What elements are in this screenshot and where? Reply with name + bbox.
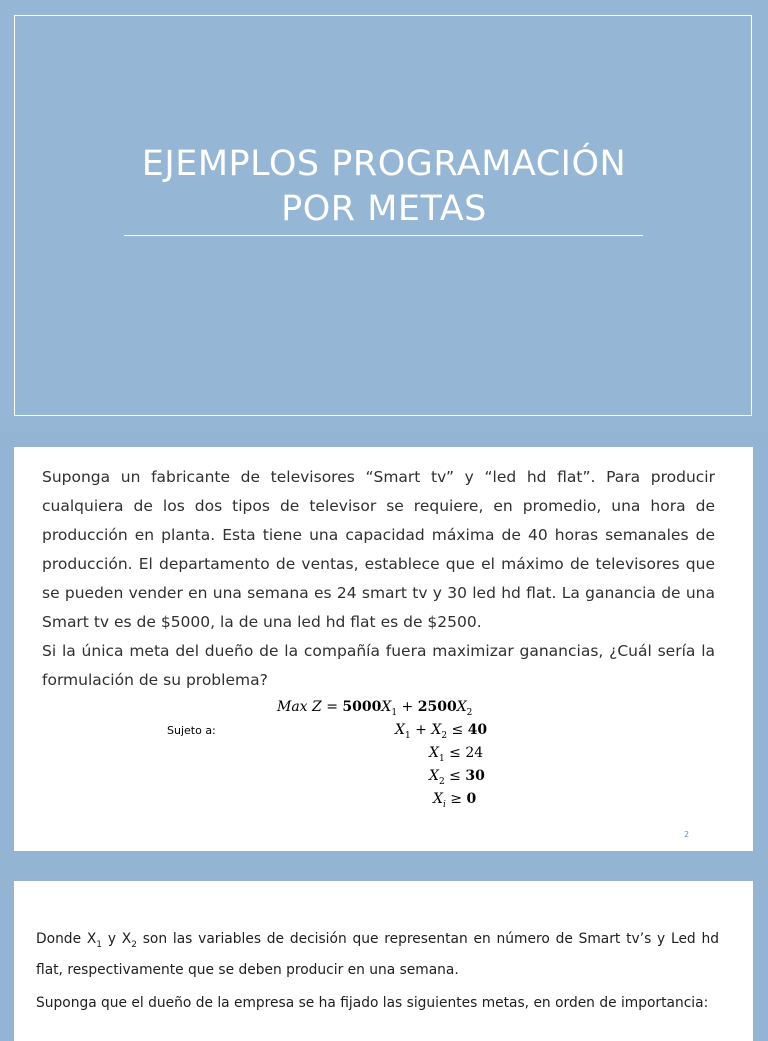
goals-slide xyxy=(14,881,753,1041)
slide-title-line2: POR METAS xyxy=(281,189,487,229)
problem-statement xyxy=(42,463,715,695)
variables-paragraph: Donde $X_1$ y $X_2$ son las variables de decisión que representan en número de Smart tv’s y Led hd flat, respectivamente que se deben producir en una semana. xyxy=(36,931,719,978)
constraint-capacity: $X_1 + X_2 \le 40$ xyxy=(395,722,488,741)
constraint-nonnegative: $X_i \ge 0$ xyxy=(433,791,477,810)
subject-to-label: Sujeto a: xyxy=(167,724,216,737)
goals-text xyxy=(36,927,719,1024)
goals-paragraph: Suponga que el dueño de la empresa se ha fijado las siguientes metas, en orden de importancia: xyxy=(36,994,709,1011)
problem-slide xyxy=(14,447,753,851)
question-paragraph: Si la única meta del dueño de la compañía fuera maximizar ganancias, ¿Cuál sería la formulación de su problema? xyxy=(42,642,715,689)
objective-function: Max $Z = 5000X_1 + 2500X_2$ xyxy=(277,699,473,718)
constraint-smart-tv: $X_1 \le 24$ xyxy=(429,745,484,764)
slide-title xyxy=(0,142,768,232)
problem-paragraph: Suponga un fabricante de televisores “Smart tv” y “led hd flat”. Para producir cualquiera de los dos tipos de televisor se requiere, en promedio, una hora de producción en planta. Esta tiene una capacidad máxima de 40 horas semanales de producción. El departamento de ventas, establece que el máximo de televisores que se pueden vender en una semana es 24 smart tv y 30 led hd flat. La ganancia de una Smart tv es de $5000, la de una led hd flat es de $2500. xyxy=(42,468,715,631)
page-number: 2 xyxy=(684,830,690,839)
title-slide xyxy=(0,0,768,432)
constraint-led-hd: $X_2 \le 30$ xyxy=(429,768,485,787)
title-divider xyxy=(124,235,643,236)
slide-title-line1: EJEMPLOS PROGRAMACIÓN xyxy=(141,144,627,184)
